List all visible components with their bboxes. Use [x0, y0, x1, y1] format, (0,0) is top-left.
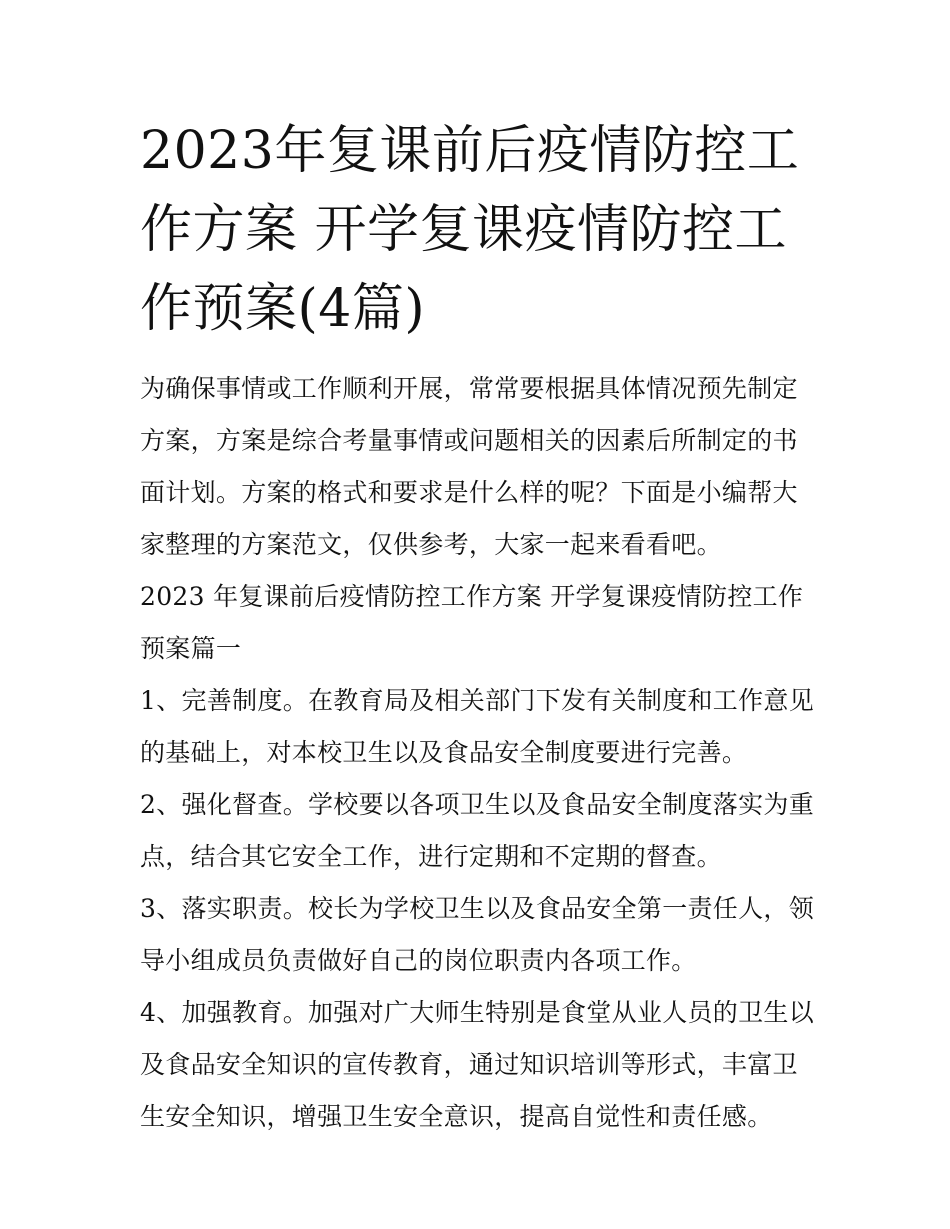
list-item: 2、强化督查。学校要以各项卫生以及食品安全制度落实为重点，结合其它安全工作，进行定期和不定期的督查。: [140, 790, 815, 871]
section-heading: 2023 年复课前后疫情防控工作方案 开学复课疫情防控工作预案篇一: [140, 582, 804, 663]
list-item: 4、加强教育。加强对广大师生特别是食堂从业人员的卫生以及食品安全知识的宣传教育，通过知识培训等形式，丰富卫生安全知识，增强卫生安全意识，提高自觉性和责任感。: [140, 998, 815, 1131]
document-title: 2023年复课前后疫情防控工作方案 开学复课疫情防控工作预案(4篇): [140, 121, 800, 339]
document-page: [140, 112, 820, 1143]
intro-paragraph: 为确保事情或工作顺利开展，常常要根据具体情况预先制定方案，方案是综合考量事情或问题相关的因素后所制定的书面计划。方案的格式和要求是什么样的呢？下面是小编帮大家整理的方案范文，仅供参考，大家一起来看看吧。: [140, 374, 798, 559]
list-item: 1、完善制度。在教育局及相关部门下发有关制度和工作意见的基础上，对本校卫生以及食品安全制度要进行完善。: [140, 686, 815, 767]
list-item: 3、落实职责。校长为学校卫生以及食品安全第一责任人，领导小组成员负责做好自己的岗位职责内各项工作。: [140, 894, 815, 975]
